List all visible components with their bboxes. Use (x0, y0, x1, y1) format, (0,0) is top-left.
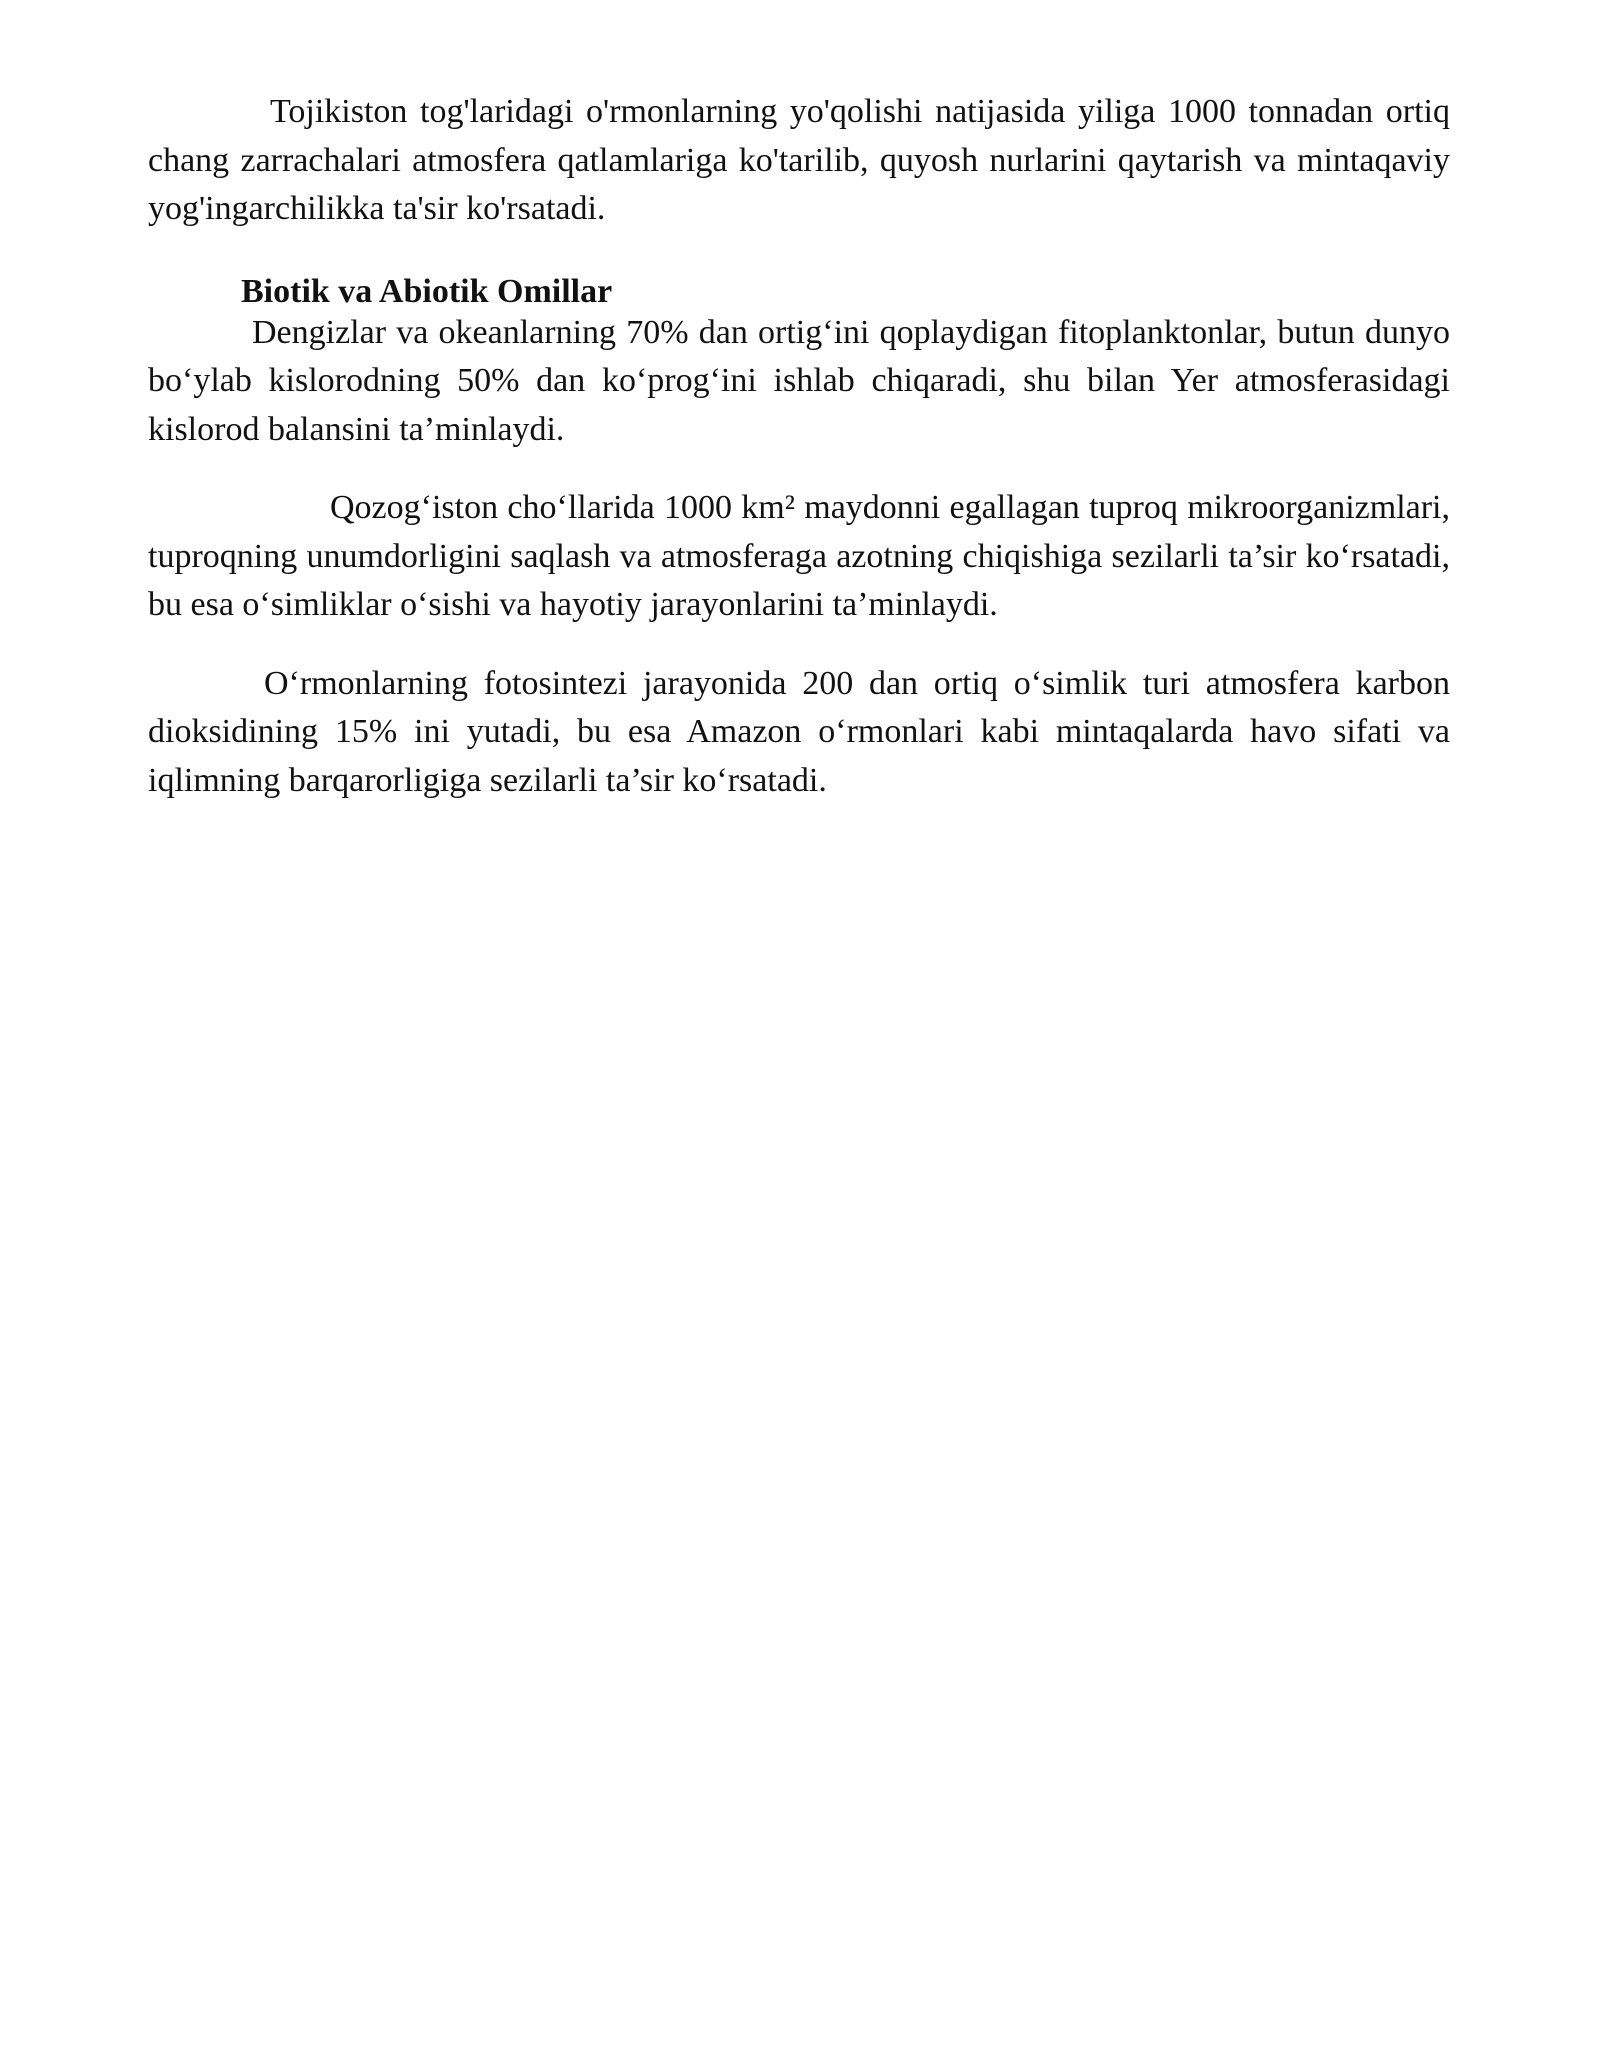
section-heading: Biotik va Abiotik Omillar (241, 272, 613, 310)
document-body (148, 88, 1450, 805)
paragraph-soil-microorganisms: Qozog‘iston cho‘llarida 1000 km² maydonni egallagan tuproq mikroorganizmlari, tuproqning unumdorligini saqlash va atmosferaga azotning chiqishiga sezilarli ta’sir ko‘rsatadi, bu esa o‘simliklar o‘sishi va hayotiy jarayonlarini ta’minlaydi. (148, 489, 1450, 623)
paragraph-deforestation: Tojikiston tog'laridagi o'rmonlarning yo'qolishi natijasida yiliga 1000 tonnadan ortiq chang zarrachalari atmosfera qatlamlariga ko'tarilib, quyosh nurlarini qaytarish va mintaqaviy yog'ingarchilikka ta'sir ko'rsatadi. (148, 93, 1450, 227)
paragraph-forest-photosynthesis: O‘rmonlarning fotosintezi jarayonida 200 dan ortiq o‘simlik turi atmosfera karbon dioksidining 15% ini yutadi, bu esa Amazon o‘rmonlari kabi mintaqalarda havo sifati va iqlimning barqarorligiga sezilarli ta’sir ko‘rsatadi. (148, 664, 1450, 799)
paragraph-phytoplankton: Dengizlar va okeanlarning 70% dan ortig‘ini qoplaydigan fitoplanktonlar, butun dunyo bo‘ylab kislorodning 50% dan ko‘prog‘ini ishlab chiqaradi, shu bilan Yer atmosferasidagi kislorod balansini ta’minlaydi. (148, 313, 1450, 448)
